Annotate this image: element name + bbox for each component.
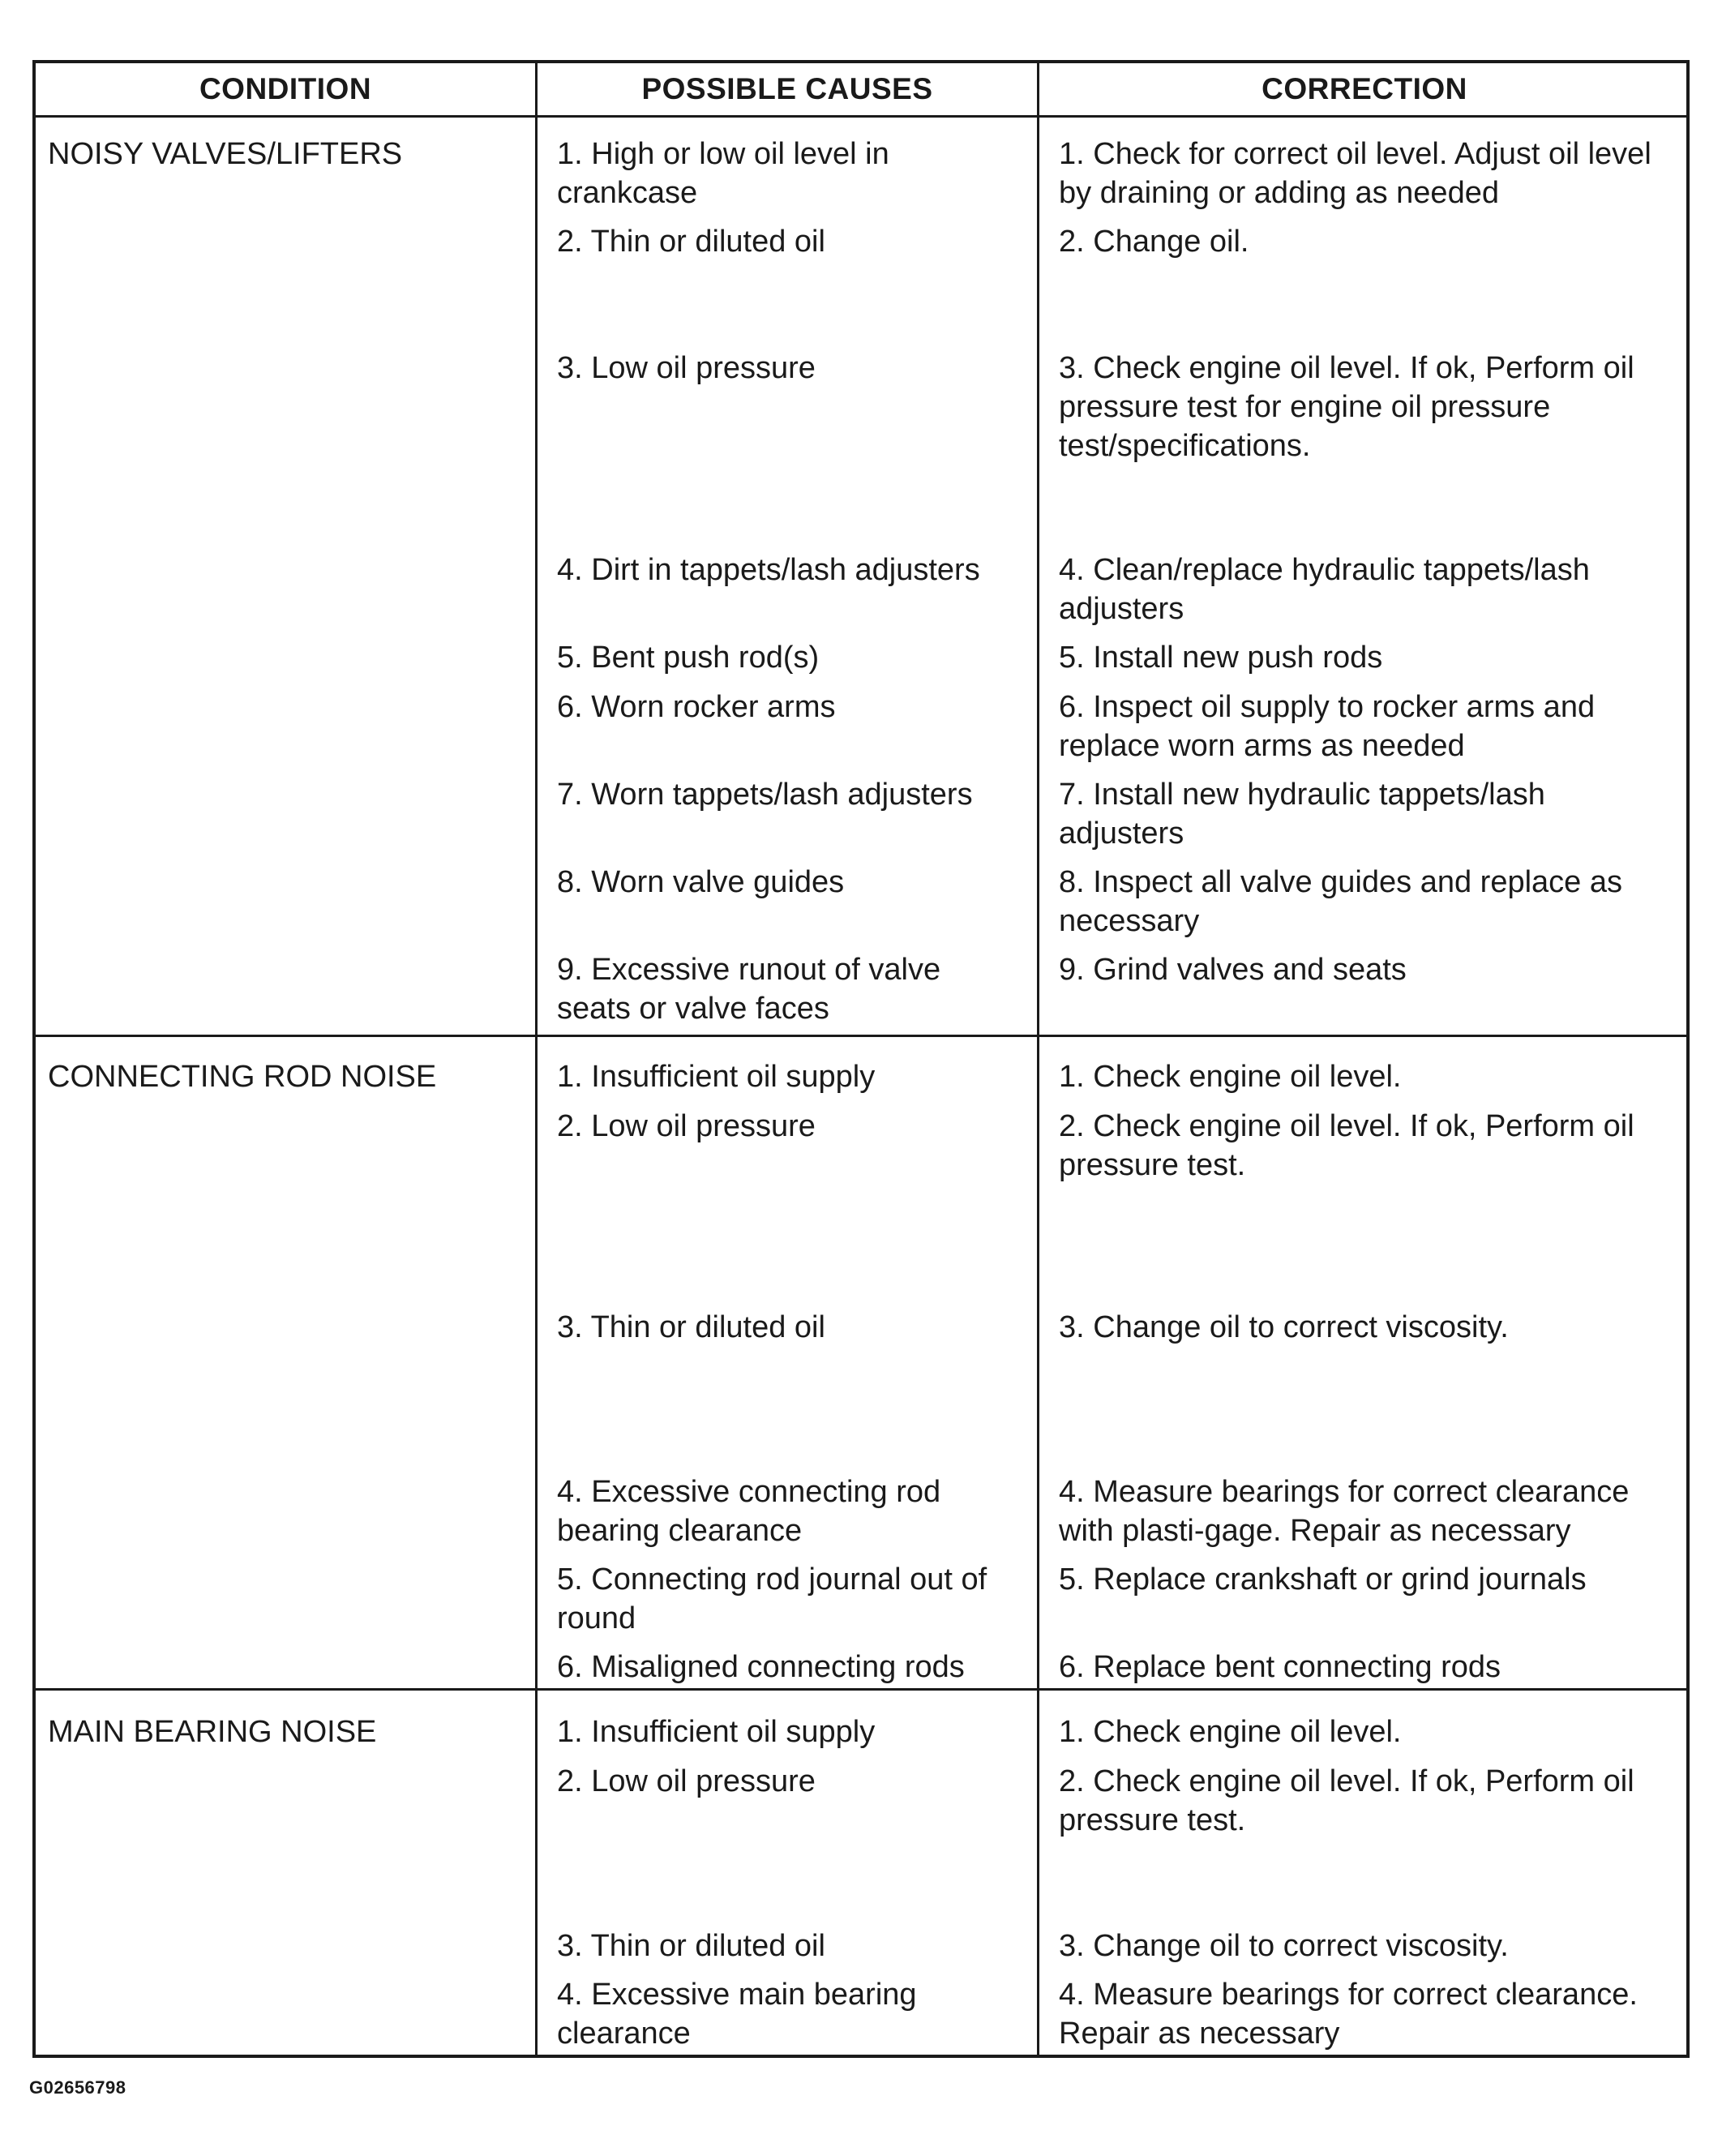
cause-item: 4. Excessive connecting rod bearing clearance bbox=[557, 1475, 941, 1548]
cause-item: 5. Connecting rod journal out of round bbox=[557, 1562, 987, 1635]
correction-item: 6. Replace bent connecting rods bbox=[1059, 1650, 1501, 1684]
cause-item: 9. Excessive runout of valve seats or valve faces bbox=[557, 953, 941, 1026]
cause-item: 1. Insufficient oil supply bbox=[557, 1715, 876, 1749]
correction-item: 5. Replace crankshaft or grind journals bbox=[1059, 1562, 1587, 1597]
correction-item: 3. Check engine oil level. If ok, Perform oil pressure test for engine oil pressure test/specifications. bbox=[1059, 351, 1634, 463]
cause-item: 3. Thin or diluted oil bbox=[557, 1310, 825, 1344]
correction-item: 5. Install new push rods bbox=[1059, 641, 1383, 675]
section-divider bbox=[36, 1688, 1686, 1691]
correction-item: 2. Check engine oil level. If ok, Perform oil pressure test. bbox=[1059, 1764, 1634, 1837]
table-header-row bbox=[36, 63, 1686, 118]
header-possible-causes: POSSIBLE CAUSES bbox=[641, 72, 933, 105]
cause-item: 6. Misaligned connecting rods bbox=[557, 1650, 965, 1684]
correction-item: 2. Check engine oil level. If ok, Perform oil pressure test. bbox=[1059, 1109, 1634, 1182]
cause-item: 1. Insufficient oil supply bbox=[557, 1060, 876, 1094]
cause-item: 3. Thin or diluted oil bbox=[557, 1929, 825, 1963]
correction-item: 8. Inspect all valve guides and replace as necessary bbox=[1059, 865, 1622, 938]
cause-item: 8. Worn valve guides bbox=[557, 865, 845, 899]
condition-noisy-valves-lifters: NOISY VALVES/LIFTERS bbox=[48, 137, 403, 171]
correction-item: 1. Check engine oil level. bbox=[1059, 1715, 1402, 1749]
correction-item: 4. Measure bearings for correct clearance with plasti-gage. Repair as necessary bbox=[1059, 1475, 1630, 1548]
correction-item: 1. Check for correct oil level. Adjust oil level by draining or adding as needed bbox=[1059, 137, 1651, 210]
correction-item: 3. Change oil to correct viscosity. bbox=[1059, 1310, 1509, 1344]
correction-item: 4. Measure bearings for correct clearance. Repair as necessary bbox=[1059, 1978, 1638, 2051]
cause-item: 2. Thin or diluted oil bbox=[557, 225, 825, 259]
figure-code: G02656798 bbox=[29, 2077, 126, 2098]
correction-item: 6. Inspect oil supply to rocker arms and replace worn arms as needed bbox=[1059, 690, 1596, 763]
header-correction: CORRECTION bbox=[1262, 72, 1467, 105]
correction-item: 1. Check engine oil level. bbox=[1059, 1060, 1402, 1094]
condition-connecting-rod-noise: CONNECTING ROD NOISE bbox=[48, 1060, 437, 1094]
cause-item: 4. Excessive main bearing clearance bbox=[557, 1978, 917, 2051]
correction-item: 4. Clean/replace hydraulic tappets/lash adjusters bbox=[1059, 553, 1590, 626]
cause-item: 1. High or low oil level in crankcase bbox=[557, 137, 889, 210]
column-divider bbox=[1037, 63, 1039, 2055]
correction-item: 9. Grind valves and seats bbox=[1059, 953, 1407, 987]
correction-item: 3. Change oil to correct viscosity. bbox=[1059, 1929, 1509, 1963]
header-condition: CONDITION bbox=[199, 72, 372, 105]
cause-item: 4. Dirt in tappets/lash adjusters bbox=[557, 553, 980, 587]
correction-item: 7. Install new hydraulic tappets/lash adjusters bbox=[1059, 778, 1545, 851]
section-divider bbox=[36, 1035, 1686, 1037]
cause-item: 5. Bent push rod(s) bbox=[557, 641, 820, 675]
cause-item: 2. Low oil pressure bbox=[557, 1764, 816, 1798]
correction-item: 2. Change oil. bbox=[1059, 225, 1249, 259]
column-divider bbox=[535, 63, 538, 2055]
cause-item: 2. Low oil pressure bbox=[557, 1109, 816, 1143]
cause-item: 7. Worn tappets/lash adjusters bbox=[557, 778, 973, 812]
cause-item: 6. Worn rocker arms bbox=[557, 690, 836, 724]
diagnosis-table bbox=[32, 60, 1690, 2058]
cause-item: 3. Low oil pressure bbox=[557, 351, 816, 385]
condition-main-bearing-noise: MAIN BEARING NOISE bbox=[48, 1715, 377, 1749]
